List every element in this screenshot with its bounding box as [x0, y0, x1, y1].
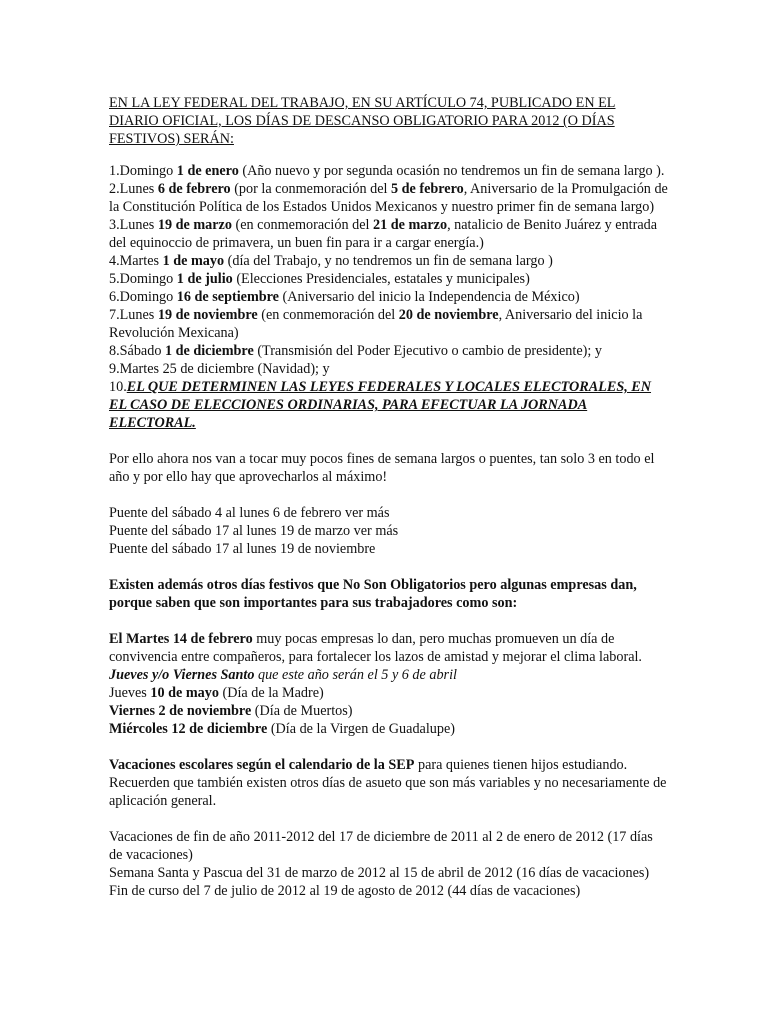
optional-holiday-description: que este año serán el 5 y 6 de abril: [254, 667, 457, 683]
holiday-date: 19 de marzo: [157, 217, 232, 233]
holiday-description: (Aniversario del inicio la Independencia de México): [278, 289, 580, 305]
holiday-prefix: 6.Domingo: [109, 289, 177, 305]
optional-holiday-description: muy pocas empresas lo dan, pero muchas promueven un día de convivencia entre compañeros, para fortalecer los lazos de amistad y mejorar el clima laboral.: [109, 631, 642, 665]
long-weekend-item: Puente del sábado 17 al lunes 19 de noviembre: [109, 541, 376, 557]
school-vacations-paragraph: [109, 756, 668, 810]
holiday-description: (día del Trabajo, y no tendremos un fin de semana largo ): [224, 253, 553, 269]
holiday-description: (Transmisión del Poder Ejecutivo o cambio de presidente); y: [253, 343, 602, 359]
holiday-description: , Aniversario de la Promulgación de la Constitución Política de los Estados Unidos Mexicanos y nuestro primer fin de semana largo): [109, 181, 668, 215]
holiday-prefix: 2.Lunes: [109, 181, 158, 197]
holiday-prefix: 3.Lunes: [109, 217, 158, 233]
holiday-prefix: 1.Domingo: [109, 163, 177, 179]
vacation-period-item: Semana Santa y Pascua del 31 de marzo de 2012 al 15 de abril de 2012 (16 días de vacaciones): [109, 865, 650, 881]
holiday-date: 19 de noviembre: [157, 307, 258, 323]
holiday-prefix: 5.Domingo: [109, 271, 177, 287]
holiday-description: , Aniversario del inicio la Revolución Mexicana): [109, 307, 643, 341]
holiday-list: [109, 162, 668, 432]
optional-holiday-nov: [109, 702, 668, 720]
holiday-item-10: [109, 378, 668, 432]
long-weekend-list: [109, 504, 668, 558]
document-title: EN LA LEY FEDERAL DEL TRABAJO, EN SU ARTÍCULO 74, PUBLICADO EN EL DIARIO OFICIAL, LOS DÍAS DE DESCANSO OBLIGATORIO PARA 2012 (O DÍAS FESTIVOS) SERÁN:: [109, 95, 616, 147]
holiday-item: [109, 342, 668, 360]
holiday-description: (Año nuevo y por segunda ocasión no tendremos un fin de semana largo ).: [238, 163, 665, 179]
optional-holiday-mayo: [109, 684, 668, 702]
holiday-item: [109, 180, 668, 216]
electoral-day-text: EL QUE DETERMINEN LAS LEYES FEDERALES Y LOCALES ELECTORALES, EN EL CASO DE ELECCIONES ORDINARIAS, PARA EFECTUAR LA JORNADA ELECTORAL.: [109, 379, 652, 431]
optional-holiday-santo: [109, 666, 668, 684]
holiday-commemoration-date: 21 de marzo: [372, 217, 448, 233]
holiday-description: (Elecciones Presidenciales, estatales y municipales): [232, 271, 530, 287]
school-vacations-heading: Vacaciones escolares según el calendario de la SEP: [109, 757, 415, 773]
optional-holiday-date: Jueves y/o Viernes Santo: [109, 667, 255, 683]
optional-holiday-description: (Día de Muertos): [251, 703, 353, 719]
holiday-date: 1 de diciembre: [164, 343, 254, 359]
holiday-prefix: 8.Sábado: [109, 343, 165, 359]
holiday-description: (por la conmemoración del: [230, 181, 391, 197]
long-weekend-item: Puente del sábado 4 al lunes 6 de febrero ver más: [109, 505, 390, 521]
long-weekend-item: Puente del sábado 17 al lunes 19 de marzo ver más: [109, 523, 399, 539]
optional-holiday-date: Miércoles 12 de diciembre: [109, 721, 268, 737]
optional-holiday-date: El Martes 14 de febrero: [109, 631, 253, 647]
long-weekends-intro: Por ello ahora nos van a tocar muy pocos fines de semana largos o puentes, tan solo 3 en todo el año y por ello hay que aprovecharlos al máximo!: [109, 451, 655, 485]
holiday-item: [109, 288, 668, 306]
holiday-item: [109, 360, 668, 378]
optional-holiday-date: 10 de mayo: [150, 685, 219, 701]
holiday-prefix: 4.Martes: [109, 253, 163, 269]
holiday-prefix: 10.: [109, 379, 127, 395]
optional-holiday-description: (Día de la Virgen de Guadalupe): [267, 721, 455, 737]
optional-holiday-dic: [109, 720, 668, 738]
holiday-prefix: 9.Martes 25 de diciembre (Navidad); y: [109, 361, 330, 377]
holiday-item: [109, 162, 668, 180]
holiday-date: 6 de febrero: [157, 181, 231, 197]
optional-holiday-feb: [109, 630, 668, 666]
optional-holidays-heading: Existen además otros días festivos que No Son Obligatorios pero algunas empresas dan, porque saben que son importantes para sus trabajadores como son:: [109, 577, 637, 611]
holiday-date: 1 de enero: [176, 163, 239, 179]
vacation-period-item: Fin de curso del 7 de julio de 2012 al 19 de agosto de 2012 (44 días de vacaciones): [109, 883, 581, 899]
holiday-item: [109, 306, 668, 342]
holiday-commemoration-date: 5 de febrero: [390, 181, 464, 197]
optional-holiday-description: (Día de la Madre): [218, 685, 324, 701]
vacation-period-item: Vacaciones de fin de año 2011-2012 del 17 de diciembre de 2011 al 2 de enero de 2012 (17 días de vacaciones): [109, 829, 653, 863]
holiday-prefix: 7.Lunes: [109, 307, 158, 323]
school-vacations-text: para quienes tienen hijos estudiando. Recuerden que también existen otros días de asueto que son más variables y no necesariamente de aplicación general.: [109, 757, 667, 809]
holiday-commemoration-date: 20 de noviembre: [398, 307, 499, 323]
holiday-description: , natalicio de Benito Juárez y entrada del equinoccio de primavera, un buen fin para ir a cargar energía.): [109, 217, 658, 251]
holiday-date: 16 de septiembre: [176, 289, 279, 305]
holiday-item: [109, 216, 668, 252]
holiday-item: [109, 252, 668, 270]
holiday-description: (en conmemoración del: [257, 307, 399, 323]
optional-holiday-prefix: Jueves: [109, 685, 151, 701]
optional-holiday-list: [109, 630, 668, 738]
vacation-period-list: [109, 828, 668, 900]
holiday-date: 1 de mayo: [162, 253, 225, 269]
holiday-date: 1 de julio: [176, 271, 233, 287]
optional-holiday-date: Viernes 2 de noviembre: [109, 703, 252, 719]
holiday-description: (en conmemoración del: [231, 217, 373, 233]
holiday-item: [109, 270, 668, 288]
